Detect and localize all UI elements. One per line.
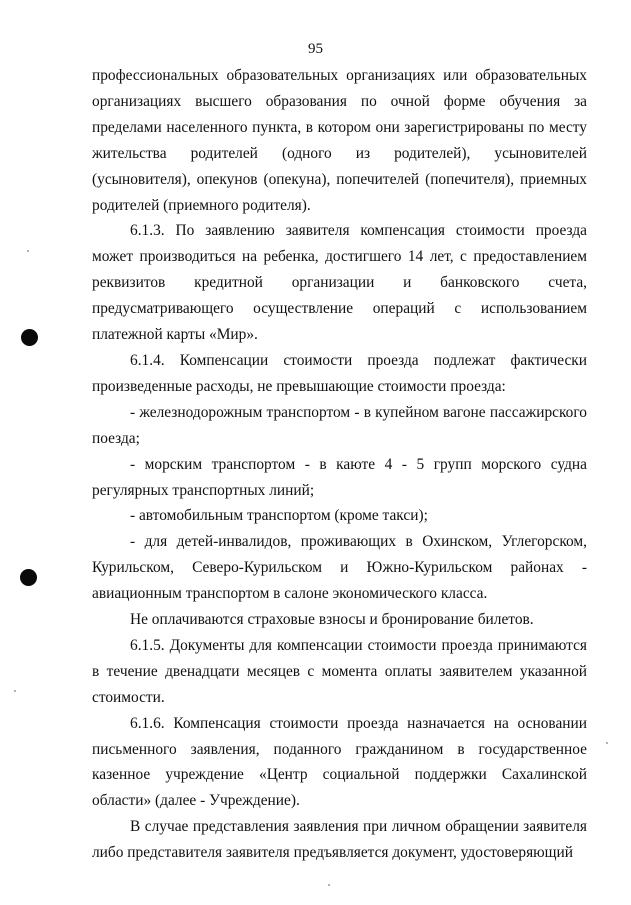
paragraph-6-1-5: 6.1.5. Документы для компенсации стоимости проезда принимаются в течение двенадцати месяцев с момента оплаты заявителем указанной стоимости. (92, 636, 587, 706)
list-item-air: - для детей-инвалидов, проживающих в Охинском, Углегорском, Курильском, Северо-Курильском и Южно-Курильском районах - авиационным транспортом в салоне экономического класса. (92, 533, 587, 603)
paragraph-not-paid: Не оплачиваются страховые взносы и бронирование билетов. (130, 611, 534, 629)
list-item-auto: - автомобильным транспортом (кроме такси); (130, 507, 428, 525)
body-text (92, 63, 587, 866)
list-item-rail: - железнодорожным транспортом - в купейном вагоне пассажирского поезда; (92, 403, 587, 447)
paragraph-6-1-4: 6.1.4. Компенсации стоимости проезда подлежат фактически произведенные расходы, не превышающие стоимости проезда: (92, 351, 587, 395)
paragraph-continuation: профессиональных образовательных организациях или образовательных организациях высшего образования по очной форме обучения за пределами населенного пункта, в котором они зарегистрированы по месту жительства родителей (одного из родителей), усыновителей (усыновителя), опекунов (опекуна), попечителей (попечителя), приемных родителей (приемного родителя). (92, 67, 587, 214)
paragraph-personal-application: В случае представления заявления при личном обращении заявителя либо представителя заявителя предъявляется документ, удостоверяющий (92, 818, 587, 862)
paragraph-6-1-6: 6.1.6. Компенсация стоимости проезда назначается на основании письменного заявления, поданного гражданином в государственное казенное учреждение «Центр социальной поддержки Сахалинской области» (далее - Учреждение). (92, 714, 587, 810)
scan-speck (14, 690, 16, 692)
scan-speck (27, 250, 29, 252)
paragraph-6-1-3: 6.1.3. По заявлению заявителя компенсация стоимости проезда может производиться на ребенка, достигшего 14 лет, с предоставлением реквизитов кредитной организации и банковского счета, предусматривающего осуществление операций с использованием платежной карты «Мир». (92, 222, 587, 344)
punch-hole-upper (21, 329, 38, 346)
page-number: 95 (308, 41, 323, 57)
punch-hole-lower (20, 569, 37, 586)
scan-speck (606, 742, 608, 744)
scan-speck (328, 884, 330, 886)
list-item-sea: - морским транспортом - в каюте 4 - 5 групп морского судна регулярных транспортных линий; (92, 455, 587, 499)
